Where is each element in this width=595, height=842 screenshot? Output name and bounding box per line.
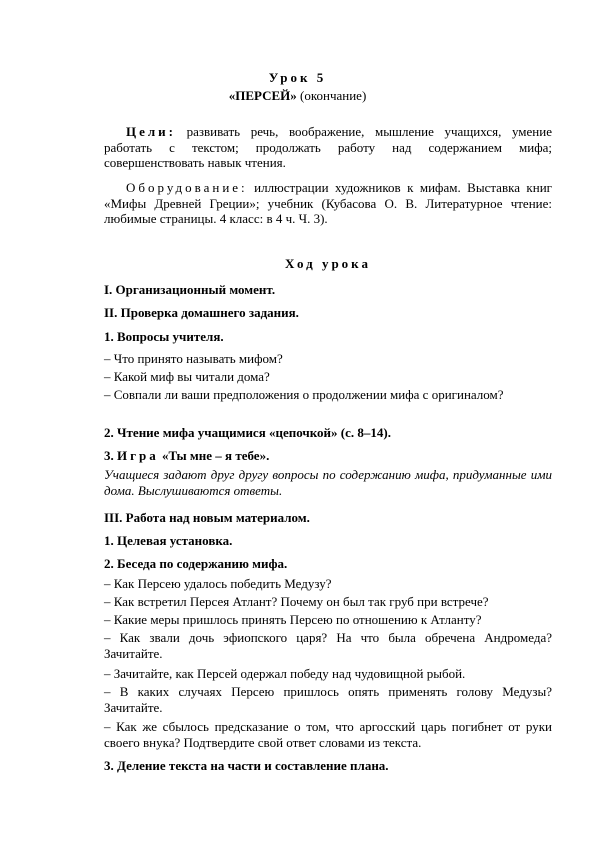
chain-reading-heading: 2. Чтение мифа учащимися «цепочкой» (с. 8–14). xyxy=(104,425,391,440)
game-title: «Ты мне – я тебе». xyxy=(158,448,270,463)
discussion-question: – Как встретил Персея Атлант? Почему он был так груб при встрече? xyxy=(104,594,489,609)
equipment-text: иллюстрации художников к мифам. Выставка книг «Мифы Древней Греции»; учебник (Кубасова О. В. Литературное чтение: любимые страницы. 4 класс: в 4 ч. Ч. 3). xyxy=(104,180,552,226)
question-line: – Какой миф вы читали дома? xyxy=(104,369,270,384)
lesson-subtitle-rest: (окончание) xyxy=(296,88,367,103)
discussion-heading: 2. Беседа по содержанию мифа. xyxy=(104,556,288,571)
goals-text: развивать речь, воображение, мышление учащихся, умение работать с текстом; продолжать работу над содержанием мифа; совершенствовать навык чтения. xyxy=(104,124,552,170)
lesson-number: Урок 5 xyxy=(268,70,327,85)
lesson-subtitle-bold: «ПЕРСЕЙ» xyxy=(228,88,297,103)
plan-heading: 3. Деление текста на части и составление плана. xyxy=(104,758,389,773)
discussion-question: – Как звали дочь эфиопского царя? На что была обречена Андромеда? Зачитайте. xyxy=(104,630,552,661)
question-line: – Что принято называть мифом? xyxy=(104,351,283,366)
discussion-question: – Как же сбылось предсказание о том, что аргосский царь погибнет от руки своего внука? Подтвердите свой ответ словами из текста. xyxy=(104,719,552,750)
game-word: Игра xyxy=(117,448,159,463)
lesson-subtitle xyxy=(0,88,595,104)
teacher-questions-heading: 1. Вопросы учителя. xyxy=(104,329,224,344)
target-setting-heading: 1. Целевая установка. xyxy=(104,533,233,548)
game-description: Учащиеся задают друг другу вопросы по содержанию мифа, придуманные ими дома. Выслушиваются ответы. xyxy=(104,467,552,498)
equipment-label: Оборудование: xyxy=(126,180,248,195)
question-line: – Совпали ли ваши предположения о продолжении мифа с оригиналом? xyxy=(104,387,504,402)
goals-label: Цели: xyxy=(126,124,176,139)
section-organizational: I. Организационный момент. xyxy=(104,282,276,297)
discussion-question: – В каких случаях Персею пришлось опять применять голову Медузы? Зачитайте. xyxy=(104,684,552,715)
goals-paragraph xyxy=(104,124,552,171)
course-heading: Ход урока xyxy=(285,256,371,271)
discussion-question: – Какие меры пришлось принять Персею по отношению к Атланту? xyxy=(104,612,482,627)
discussion-question: – Как Персею удалось победить Медузу? xyxy=(104,576,332,591)
discussion-question: – Зачитайте, как Персей одержал победу над чудовищной рыбой. xyxy=(104,666,466,681)
game-heading xyxy=(104,448,552,464)
section-new-material: III. Работа над новым материалом. xyxy=(104,510,310,525)
equipment-paragraph xyxy=(104,180,552,227)
game-number: 3. xyxy=(104,448,117,463)
section-homework: II. Проверка домашнего задания. xyxy=(104,305,299,320)
